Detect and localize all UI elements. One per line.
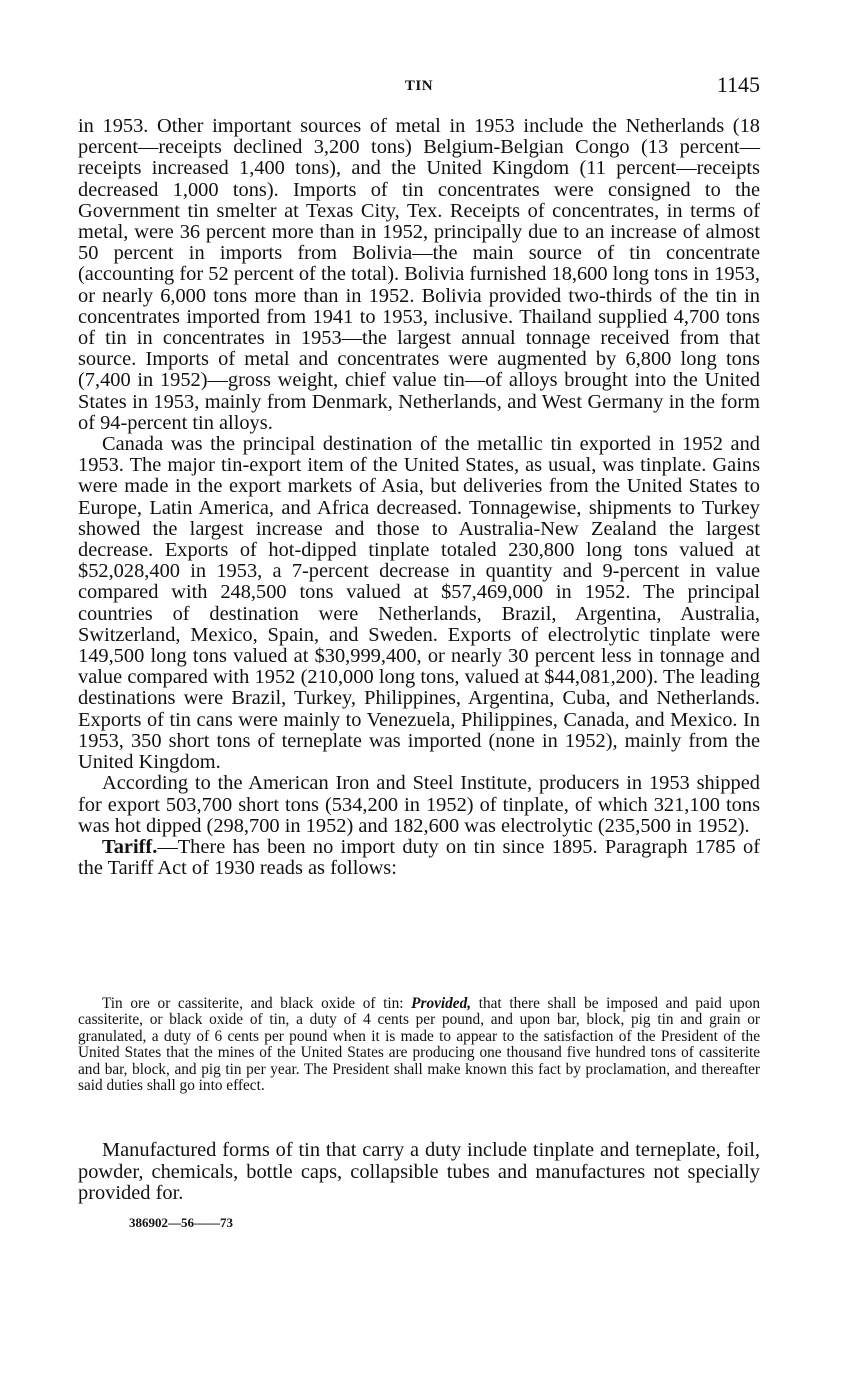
quote-after: that there shall be imposed and paid upon cassiterite, or black oxide of tin, a duty of 4 cents per pound, and upon bar, block, pig tin and grain or granulated, a duty of 6 cents per pound when it is made to appear to the satisfaction of the President of the United States that the mines of the United States are producing one thousand five hundred tons of cassiterite and bar, block, and pig tin per year. The President shall make known this fact by proclamation, and thereafter said duties shall go into effect. [78,995,760,1095]
body-text [78,116,760,879]
running-head [78,72,760,100]
page-number: 1145 [716,72,760,97]
tariff-heading: Tariff. [102,835,158,858]
print-code: 386902—56——73 [129,1215,233,1230]
paragraph-manufactured-forms: Manufactured forms of tin that carry a duty include tinplate and terneplate, foil, powder, chemicals, bottle caps, collapsible tubes and manufactures not specially provided for. [78,1139,760,1204]
tariff-text: —There has been no import duty on tin since 1895. Paragraph 1785 of the Tariff Act of 1930 reads as follows: [78,835,760,880]
quote-emphasis: Provided, [411,995,472,1012]
paragraph-continuation: in 1953. Other important sources of metal in 1953 include the Netherlands (18 percent—receipts declined 3,200 tons) Belgium-Belgian Congo (13 percent—receipts increased 1,400 tons), and the United Kingdom (11 percent—receipts decreased 1,000 tons). Imports of tin concentrates were consigned to the Government tin smelter at Texas City, Tex. Receipts of concentrates, in terms of metal, were 36 percent more than in 1952, principally due to an increase of almost 50 percent in imports from Bolivia—the main source of tin concentrate (accounting for 52 percent of the total). Bolivia furnished 18,600 long tons in 1953, or nearly 6,000 tons more than in 1952. Bolivia provided two-thirds of the tin in concentrates imported from 1941 to 1953, inclusive. Thailand supplied 4,700 tons of tin in concentrates in 1953—the largest annual tonnage received from that source. Imports of metal and concentrates were augmented by 6,800 long tons (7,400 in 1952)—gross weight, chief value tin—of alloys brought into the United States in 1953, mainly from Denmark, Netherlands, and West Germany in the form of 94-percent tin alloys. [78,115,760,434]
tariff-act-quote [78,996,760,1094]
running-head-title: TIN [404,78,434,94]
quote-before: Tin ore or cassiterite, and black oxide of tin: [102,995,412,1012]
paragraph-aisi: According to the American Iron and Steel Institute, producers in 1953 shipped for export 503,700 short tons (534,200 in 1952) of tinplate, of which 321,100 tons was hot dipped (298,700 in 1952) and 182,600 was electrolytic (235,500 in 1952). [78,772,760,837]
paragraph-exports: Canada was the principal destination of the metallic tin exported in 1952 and 1953. The major tin-export item of the United States, as usual, was tinplate. Gains were made in the export markets of Asia, but deliveries from the United States to Europe, Latin America, and Africa decreased. Tonnagewise, shipments to Turkey showed the largest increase and those to Australia-New Zealand the largest decrease. Exports of hot-dipped tinplate totaled 230,800 long tons valued at $52,028,400 in 1953, a 7-percent decrease in quantity and 9-percent in value compared with 248,500 tons valued at $57,469,000 in 1952. The principal countries of destination were Netherlands, Brazil, Argentina, Australia, Switzerland, Mexico, Spain, and Sweden. Exports of electrolytic tinplate were 149,500 long tons valued at $30,999,400, or nearly 30 percent less in tonnage and value compared with 1952 (210,000 long tons, valued at $44,081,200). The leading destinations were Brazil, Turkey, Philippines, Argentina, Cuba, and Netherlands. Exports of tin cans were mainly to Venezuela, Philippines, Canada, and Mexico. In 1953, 350 short tons of terneplate was imported (none in 1952), mainly from the United Kingdom. [78,433,760,774]
paragraph-tariff [78,837,760,879]
